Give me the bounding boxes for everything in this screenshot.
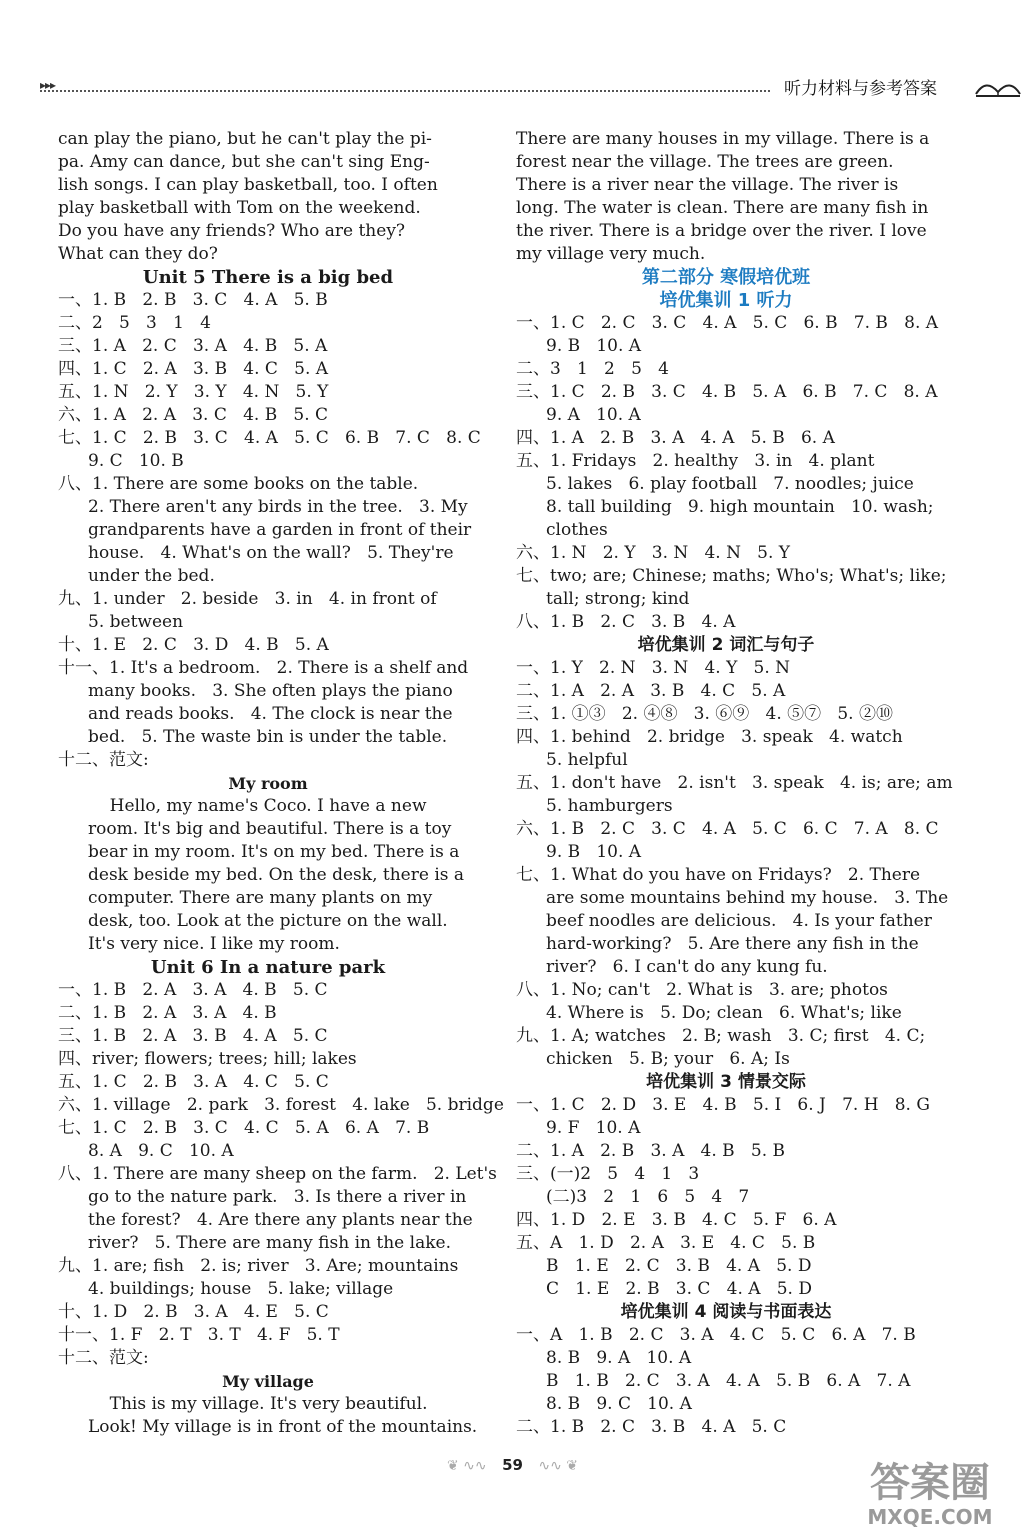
answer-line: pa. Amy can dance, but she can't sing Eng-	[58, 152, 430, 172]
answer-line: grandparents have a garden in front of their	[88, 520, 472, 540]
watermark-en: MXQE.COM	[867, 1505, 993, 1529]
answer-line: 二、1. A 2. B 3. A 4. B 5. B	[516, 1141, 785, 1161]
answer-line: Do you have any friends? Who are they?	[58, 221, 406, 241]
answer-line: Look! My village is in front of the mountains.	[88, 1417, 478, 1437]
answer-line: 三、(一)2 5 4 1 3	[516, 1164, 700, 1184]
answer-line: 4. buildings; house 5. lake; village	[88, 1279, 394, 1299]
answer-line: 9. B 10. A	[546, 336, 642, 356]
answer-line: 9. A 10. A	[546, 405, 641, 425]
answer-line: 8. B 9. C 10. A	[546, 1394, 692, 1414]
answer-line: 二、1. B 2. C 3. B 4. A 5. C	[516, 1417, 787, 1437]
answer-line: 5. helpful	[546, 750, 628, 770]
answer-line: under the bed.	[88, 566, 215, 586]
answer-line: 五、A 1. D 2. A 3. E 4. C 5. B	[516, 1233, 816, 1253]
answer-line: 七、1. C 2. B 3. C 4. A 5. C 6. B 7. C 8. C	[58, 428, 481, 448]
header-arrows-icon: ▸▸▸	[40, 78, 56, 92]
page-header	[40, 70, 988, 102]
section-heading: 培优集训 1 听力	[659, 290, 793, 311]
answer-line: beef noodles are delicious. 4. Is your father	[546, 911, 932, 931]
answer-line: 五、1. C 2. B 3. A 4. C 5. C	[58, 1072, 329, 1092]
answer-line: 十一、1. F 2. T 3. T 4. F 5. T	[58, 1325, 340, 1345]
open-book-icon	[974, 74, 1022, 98]
answer-line: the forest? 4. Are there any plants near the	[88, 1210, 473, 1230]
answer-line: B 1. B 2. C 3. A 4. A 5. B 6. A 7. A	[546, 1371, 911, 1391]
answer-line: 2. There aren't any birds in the tree. 3. My	[88, 497, 468, 517]
answer-line: 十一、1. It's a bedroom. 2. There is a shelf and	[58, 658, 469, 678]
answer-line: It's very nice. I like my room.	[88, 934, 340, 954]
left-column	[58, 128, 504, 1439]
answer-line: 8. A 9. C 10. A	[88, 1141, 234, 1161]
answer-line: the river. There is a bridge over the river. I love	[516, 221, 927, 241]
answer-line: 七、1. C 2. B 3. C 4. C 5. A 6. A 7. B	[58, 1118, 430, 1138]
answer-line: 七、1. What do you have on Fridays? 2. There	[516, 865, 921, 885]
answer-line: 一、1. B 2. B 3. C 4. A 5. B	[58, 290, 328, 310]
answer-line: What can they do?	[58, 244, 218, 264]
answer-line: There are many houses in my village. There is a	[516, 129, 930, 149]
answer-line: This is my village. It's very beautiful.	[88, 1394, 428, 1414]
answer-line: 二、3 1 2 5 4	[516, 359, 669, 379]
answer-line: B 1. E 2. C 3. B 4. A 5. D	[546, 1256, 812, 1276]
answer-line: 六、1. A 2. A 3. C 4. B 5. C	[58, 405, 329, 425]
answer-line: long. The water is clean. There are many fish in	[516, 198, 929, 218]
answer-line: 5. hamburgers	[546, 796, 673, 816]
answer-line: Hello, my name's Coco. I have a new	[88, 796, 427, 816]
unit-heading: Unit 5 There is a big bed	[142, 267, 394, 288]
answer-line: 八、1. No; can't 2. What is 3. are; photos	[516, 980, 888, 1000]
answer-line: bear in my room. It's on my bed. There is a	[88, 842, 460, 862]
answer-line: 9. C 10. B	[88, 451, 184, 471]
answer-line: tall; strong; kind	[546, 589, 690, 609]
answer-line: river? 6. I can't do any kung fu.	[546, 957, 828, 977]
answer-line: are some mountains behind my house. 3. The	[546, 888, 949, 908]
answer-line: room. It's big and beautiful. There is a toy	[88, 819, 452, 839]
answer-line: 二、1. A 2. A 3. B 4. C 5. A	[516, 681, 786, 701]
answer-line: 一、1. C 2. D 3. E 4. B 5. I 6. J 7. H 8. G	[516, 1095, 930, 1115]
answer-line: 9. F 10. A	[546, 1118, 641, 1138]
answer-line: 5. lakes 6. play football 7. noodles; juice	[546, 474, 914, 494]
answer-line: 三、1. B 2. A 3. B 4. A 5. C	[58, 1026, 328, 1046]
answer-line: 8. B 9. A 10. A	[546, 1348, 692, 1368]
answer-line: bed. 5. The waste bin is under the table.	[88, 727, 448, 747]
answer-line: 八、1. B 2. C 3. B 4. A	[516, 612, 736, 632]
answer-line: 五、1. don't have 2. isn't 3. speak 4. is; are; am	[516, 773, 953, 793]
answer-line: forest near the village. The trees are green.	[516, 152, 894, 172]
header-title: 听力材料与参考答案	[784, 79, 937, 99]
answer-line: 三、1. C 2. B 3. C 4. B 5. A 6. B 7. C 8. A	[516, 382, 938, 402]
answer-line: clothes	[546, 520, 608, 540]
answer-line: many books. 3. She often plays the piano	[88, 681, 453, 701]
header-dotted-rule	[40, 90, 770, 92]
answer-line: river? 5. There are many fish in the lake.	[88, 1233, 451, 1253]
right-column	[516, 128, 953, 1439]
answer-line: 一、1. Y 2. N 3. N 4. Y 5. N	[516, 658, 791, 678]
answer-line: 六、1. village 2. park 3. forest 4. lake 5. bridge	[58, 1095, 504, 1115]
answer-line: 一、1. B 2. A 3. A 4. B 5. C	[58, 980, 328, 1000]
watermark-logo	[842, 1450, 1018, 1530]
answer-line: 十、1. D 2. B 3. A 4. E 5. C	[58, 1302, 329, 1322]
essay-title: My village	[222, 1372, 314, 1391]
answer-line: 九、1. are; fish 2. is; river 3. Are; mountains	[58, 1256, 459, 1276]
answer-line: 五、1. Fridays 2. healthy 3. in 4. plant	[516, 451, 875, 471]
answer-line: 四、1. D 2. E 3. B 4. C 5. F 6. A	[516, 1210, 837, 1230]
training-heading: 培优集训 3 情景交际	[646, 1072, 806, 1092]
answer-line: play basketball with Tom on the weekend.	[58, 198, 421, 218]
answer-line: 二、2 5 3 1 4	[58, 313, 211, 333]
answer-line: There is a river near the village. The river is	[516, 175, 899, 195]
answer-line: go to the nature park. 3. Is there a river in	[88, 1187, 467, 1207]
answer-line: desk beside my bed. On the desk, there is a	[88, 865, 465, 885]
answer-line: house. 4. What's on the wall? 5. They're	[88, 543, 454, 563]
answer-line: desk, too. Look at the picture on the wall.	[88, 911, 448, 931]
answer-line: my village very much.	[516, 244, 706, 264]
answer-line: (二)3 2 1 6 5 4 7	[546, 1187, 750, 1207]
training-heading: 培优集训 4 阅读与书面表达	[620, 1302, 832, 1322]
answer-line: 四、1. behind 2. bridge 3. speak 4. watch	[516, 727, 903, 747]
footer-ornament-icon: ❦ ∿∿	[447, 1458, 487, 1474]
answer-line: 八、1. There are some books on the table.	[58, 474, 419, 494]
answer-line: and reads books. 4. The clock is near the	[88, 704, 453, 724]
answer-line: 二、1. B 2. A 3. A 4. B	[58, 1003, 277, 1023]
answer-line: 5. between	[88, 612, 184, 632]
answer-line: can play the piano, but he can't play the pi-	[58, 129, 432, 149]
answer-line: 八、1. There are many sheep on the farm. 2. Let's	[58, 1164, 497, 1184]
footer-ornament-icon: ∿∿ ❦	[538, 1458, 578, 1474]
answer-line: 十二、范文:	[58, 1348, 149, 1368]
answer-line: 九、1. under 2. beside 3. in 4. in front of	[58, 589, 437, 609]
answer-line: 四、1. C 2. A 3. B 4. C 5. A	[58, 359, 329, 379]
answer-line: 三、1. ①③ 2. ④⑧ 3. ⑥⑨ 4. ⑤⑦ 5. ②⑩	[516, 704, 893, 724]
answer-line: 十、1. E 2. C 3. D 4. B 5. A	[58, 635, 329, 655]
answer-line: 七、two; are; Chinese; maths; Who's; What's; like;	[516, 566, 947, 586]
training-heading: 培优集训 2 词汇与句子	[637, 635, 815, 655]
answer-line: 四、river; flowers; trees; hill; lakes	[58, 1049, 357, 1069]
answer-line: C 1. E 2. B 3. C 4. A 5. D	[546, 1279, 812, 1299]
answer-line: lish songs. I can play basketball, too. I often	[58, 175, 438, 195]
answer-line: 4. Where is 5. Do; clean 6. What's; like	[546, 1003, 902, 1023]
answer-line: 六、1. B 2. C 3. C 4. A 5. C 6. C 7. A 8. C	[516, 819, 939, 839]
answer-line: 8. tall building 9. high mountain 10. wash;	[546, 497, 934, 517]
page-number: 59	[502, 1456, 523, 1474]
answer-line: 三、1. A 2. C 3. A 4. B 5. A	[58, 336, 328, 356]
answer-line: 一、A 1. B 2. C 3. A 4. C 5. C 6. A 7. B	[516, 1325, 916, 1345]
unit-heading: Unit 6 In a nature park	[150, 957, 386, 978]
answer-line: chicken 5. B; your 6. A; Is	[546, 1049, 790, 1069]
answer-line: 九、1. A; watches 2. B; wash 3. C; first 4. C;	[516, 1026, 926, 1046]
watermark-cn: 答案圈	[870, 1460, 990, 1506]
answer-line: 9. B 10. A	[546, 842, 642, 862]
answer-line: 六、1. N 2. Y 3. N 4. N 5. Y	[516, 543, 791, 563]
answer-line: 五、1. N 2. Y 3. Y 4. N 5. Y	[58, 382, 329, 402]
essay-title: My room	[228, 774, 308, 793]
answer-line: 一、1. C 2. C 3. C 4. A 5. C 6. B 7. B 8. A	[516, 313, 939, 333]
answer-line: computer. There are many plants on my	[88, 888, 433, 908]
answer-line: hard-working? 5. Are there any fish in the	[546, 934, 919, 954]
answer-line: 四、1. A 2. B 3. A 4. A 5. B 6. A	[516, 428, 835, 448]
answer-line: 十二、范文:	[58, 750, 149, 770]
section-heading: 第二部分 寒假培优班	[641, 267, 811, 288]
